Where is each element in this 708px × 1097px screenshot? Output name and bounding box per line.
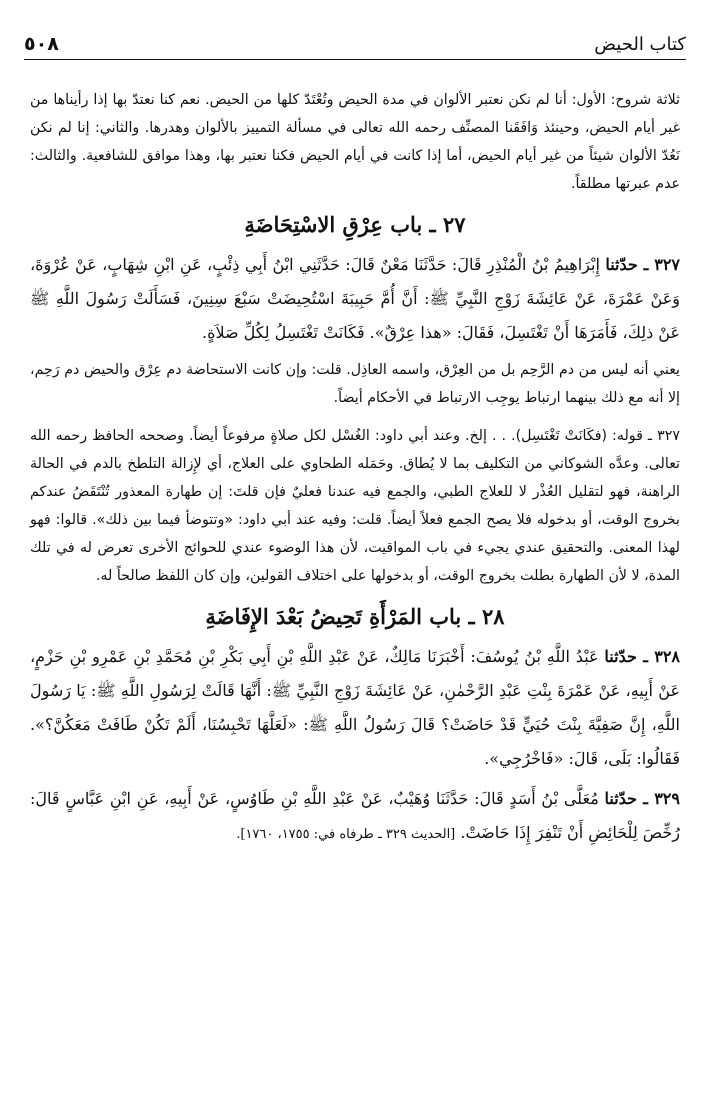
commentary-327-b: ٣٢٧ ـ قوله: (فكَانَتْ تَغْتَسِل). . . إلخ. وعند أبي داود: الغُسْل لكل صلاةٍ مرفوعاً أيضاً. وصححه الحافظ رحمه الله تعالى. وعدَّه الشوكاني من التكليف بما لا يُطاق. وحَمَله الطحاوي على العلاج، أي لإِزالة التلطخ بالدم في الحالة الراهنة، فهو لتقليل العُذْر لا للعلاج الطبي، والجمع فيه عندنا فعليٌ فإن قلتَ: إن طهارة المعذور تُنْتَقَضُ عندكم بخروج الوقت، أو بدخوله فلا يصح الجمع فعلاً أيضاً. قلت: وفيه عند أبي داود: «وتتوضأ فيما بين ذلك». قالوا: فهو لهذا المعنى. والتحقيق عندي يجيء في باب المواقيت، لأن هذا الوضوء عندي للحوائج الأخرى تعرض له في تلك المدة، لا لأن الطهارة بطلت بخروج الوقت، أو بدخولها على اختلاف القولين، وإن كان اللفظ صالحاً له. bbox=[30, 428, 680, 584]
chapter-28-title: ٢٨ ـ باب المَرْأَةِ تَحِيضُ بَعْدَ الإِفَاضَةِ bbox=[205, 604, 505, 629]
page-header bbox=[24, 0, 686, 60]
hadith-327-text: إِبْرَاهِيمُ بْنُ الْمُنْذِرِ قَالَ: حَدَّثَنَا مَعْنٌ قَالَ: حَدَّثَنِي ابْنُ أَبِي ذِئْبٍ، عَنِ ابْنِ شِهَابٍ، عَنْ عُرْوَةَ، وَعَنْ عَمْرَةَ، عَنْ عَائِشَةَ زَوْجِ النَّبِيِّ ﷺ: أَنَّ أُمَّ حَبِيبَةَ اسْتُحِيضَتْ سَبْعَ سِنِينَ، فَسَأَلَتْ رَسُولَ اللَّهِ ﷺ عَنْ ذلِكَ، فَأَمَرَهَا أَنْ تَغْتَسِلَ، فَقَالَ: «هذا عِرْقٌ». فَكَانَتْ تَغْتَسِلُ لِكُلِّ صَلاَةٍ. bbox=[30, 255, 680, 342]
hadith-329 bbox=[30, 782, 680, 852]
hadith-328-number: ٣٢٨ ـ حدّثنا bbox=[604, 647, 680, 666]
hadith-329-reference: [الحديث ٣٢٩ ـ طرفاه في: ١٧٥٥، ١٧٦٠]. bbox=[236, 827, 456, 842]
hadith-329-number: ٣٢٩ ـ حدّثنا bbox=[604, 789, 680, 808]
hadith-327 bbox=[30, 248, 680, 350]
intro-paragraph: ثلاثة شروح: الأول: أنا لم نكن نعتبر الألوان في مدة الحيض وتُعْتَدّ كلها من الحيض. نعم كنا نعتدّ بها إذا رأيناها من غير أيام الحيض، وحينئذ وَافَقَنا المصنِّف رحمه الله تعالى في مسألة التمييز بالألوان وهدرها. والثاني: إنا لم نكن نَعُدّ الألوان شيئاً من غير أيام الحيض، أما إذا كانت في أيام الحيض فكنا نعتبر بها، وهذا موافق للشافعية. والثالث: عدم عبرتها مطلقاً. bbox=[30, 92, 680, 192]
chapter-27-title: ٢٧ ـ باب عِرْقِ الاسْتِحَاضَةِ bbox=[244, 212, 466, 237]
book-title: كتاب الحيض bbox=[594, 34, 686, 55]
commentary-327-a: يعني أنه ليس من دم الرَّحِم بل من العِرْق، واسمه العاذِل. قلت: وإن كانت الاستحاضة دم عِرْق والحيض دم رَحِم، إلا أنه مع ذلك بينهما ارتباط يوجِب الارتباط في الأحكام أيضاً. bbox=[30, 362, 680, 406]
hadith-328-text: عَبْدُ اللَّهِ بْنُ يُوسُفَ: أَخْبَرَنَا مَالِكٌ، عَنْ عَبْدِ اللَّهِ بْنِ أَبِي بَكْرِ بْنِ مُحَمَّدِ بْنِ عَمْرِو بْنِ حَزْمٍ، عَنْ أَبِيهِ، عَنْ عَمْرَةَ بِنْتِ عَبْدِ الرَّحْمٰنِ، عَنْ عَائِشَةَ زَوْجِ النَّبِيِّ ﷺ: أَنَّهَا قَالَتْ لِرَسُولِ اللَّهِ ﷺ: يَا رَسُولَ اللَّهِ، إِنَّ صَفِيَّةَ بِنْتَ حُيَيٍّ قَدْ حَاضَتْ؟ قَالَ رَسُولُ اللَّهِ ﷺ: «لَعَلَّهَا تَحْبِسُنَا، أَلَمْ تَكُنْ طَافَتْ مَعَكُنَّ؟». فَقَالُوا: بَلَى، قَالَ: «فَاخْرُجِي». bbox=[30, 647, 680, 768]
page-number: ٥٠٨ bbox=[24, 33, 59, 55]
hadith-329-text: مُعَلَّى بْنُ أَسَدٍ قَالَ: حَدَّثَنَا وُهَيْبٌ، عَنْ عَبْدِ اللَّهِ بْنِ طَاوُسٍ، عَنْ أَبِيهِ، عَنِ ابْنِ عَبَّاسٍ قَالَ: رُخِّصَ لِلْحَائِضِ أَنْ تَنْفِرَ إِذَا حَاضَتْ. bbox=[30, 789, 680, 842]
hadith-327-number: ٣٢٧ ـ حدّثنا bbox=[605, 255, 680, 274]
hadith-328 bbox=[30, 640, 680, 776]
intro-section bbox=[30, 86, 680, 198]
